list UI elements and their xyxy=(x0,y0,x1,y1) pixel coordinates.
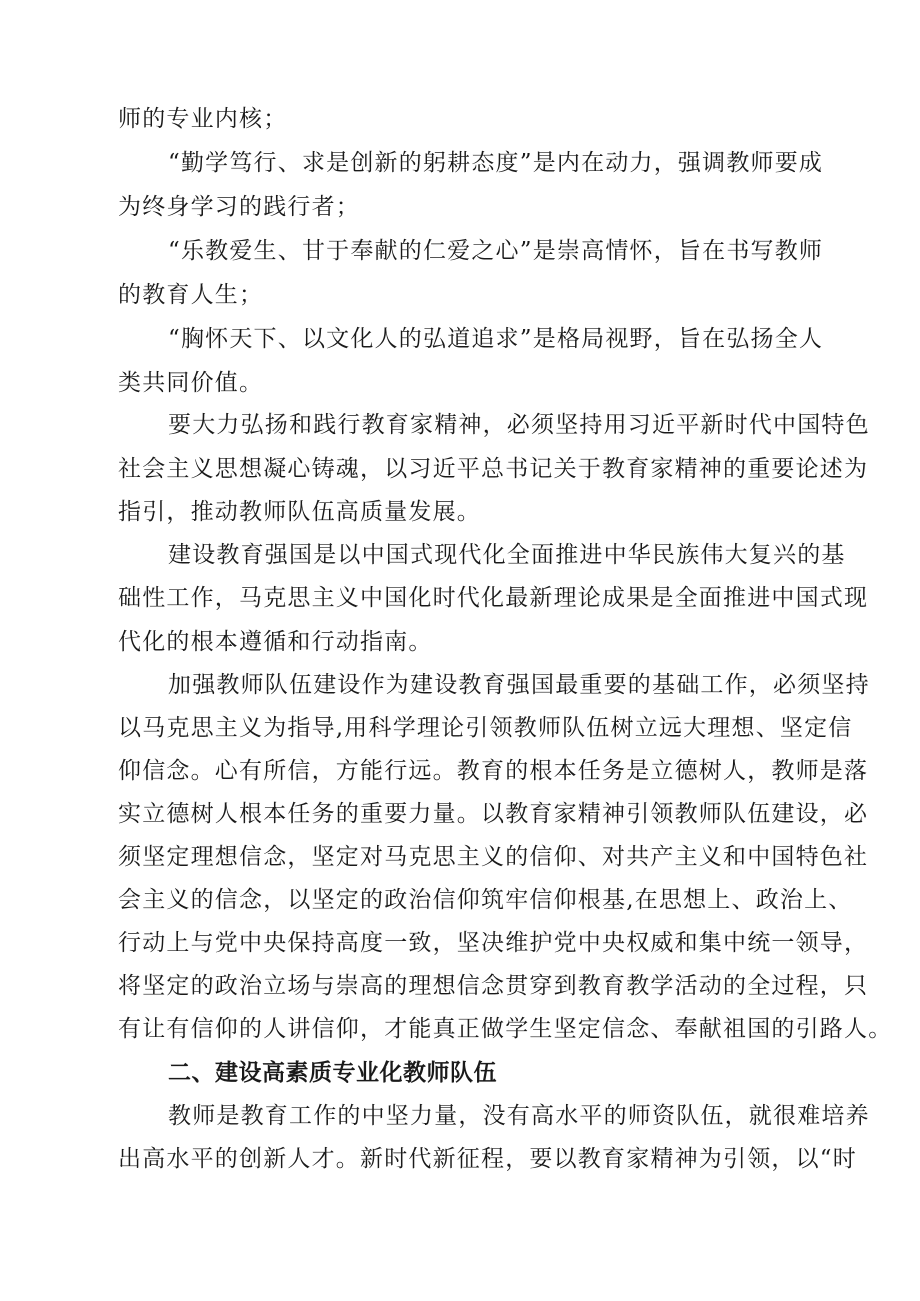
text-line: 须坚定理想信念，坚定对马克思主义的信仰、对共产主义和中国特色社 xyxy=(118,844,869,870)
text-line: 类共同价值。 xyxy=(118,370,264,396)
text-line: 代化的根本遵循和行动指南。 xyxy=(118,629,433,655)
text-line: 的教育人生； xyxy=(118,282,264,308)
text-line: 指引，推动教师队伍高质量发展。 xyxy=(118,499,481,525)
text-line: 为终身学习的践行者； xyxy=(118,194,360,220)
text-line: 将坚定的政治立场与崇高的理想信念贯穿到教育教学活动的全过程，只 xyxy=(118,973,869,999)
text-line: 加强教师队伍建设作为建设教育强国最重要的基础工作，必须坚持 xyxy=(168,672,870,698)
text-line: 社会主义思想凝心铸魂，以习近平总书记关于教育家精神的重要论述为 xyxy=(118,456,869,482)
text-line: 行动上与党中央保持高度一致，坚决维护党中央权威和集中统一领导， xyxy=(118,930,869,956)
text-line: “胸怀天下、以文化人的弘道追求”是格局视野，旨在弘扬全人 xyxy=(168,326,824,352)
text-line: 师的专业内核； xyxy=(118,106,288,132)
text-line: 会主义的信念，以坚定的政治信仰筑牢信仰根基,在思想上、政治上、 xyxy=(118,887,853,913)
text-line: 建设教育强国是以中国式现代化全面推进中华民族伟大复兴的基 xyxy=(168,542,846,568)
text-line: 有让有信仰的人讲信仰，才能真正做学生坚定信念、奉献祖国的引路人。 xyxy=(118,1016,893,1042)
text-line: 以马克思主义为指导,用科学理论引领教师队伍树立远大理想、坚定信 xyxy=(118,715,853,741)
section-heading: 二、建设高素质专业化教师队伍 xyxy=(168,1060,497,1086)
text-line: 出高水平的创新人才。新时代新征程，要以教育家精神为引领，以“时 xyxy=(118,1146,857,1172)
text-line: “乐教爱生、甘于奉献的仁爱之心”是崇高情怀，旨在书写教师 xyxy=(168,238,824,264)
text-line: 要大力弘扬和践行教育家精神，必须坚持用习近平新时代中国特色 xyxy=(168,412,870,438)
text-line: 教师是教育工作的中坚力量，没有高水平的师资队伍，就很难培养 xyxy=(168,1103,870,1129)
text-line: 础性工作，马克思主义中国化时代化最新理论成果是全面推进中国式现 xyxy=(118,585,869,611)
text-line: “勤学笃行、求是创新的躬耕态度”是内在动力，强调教师要成 xyxy=(168,150,824,176)
text-line: 实立德树人根本任务的重要力量。以教育家精神引领教师队伍建设，必 xyxy=(118,801,869,827)
text-line: 仰信念。心有所信，方能行远。教育的根本任务是立德树人，教师是落 xyxy=(118,758,869,784)
